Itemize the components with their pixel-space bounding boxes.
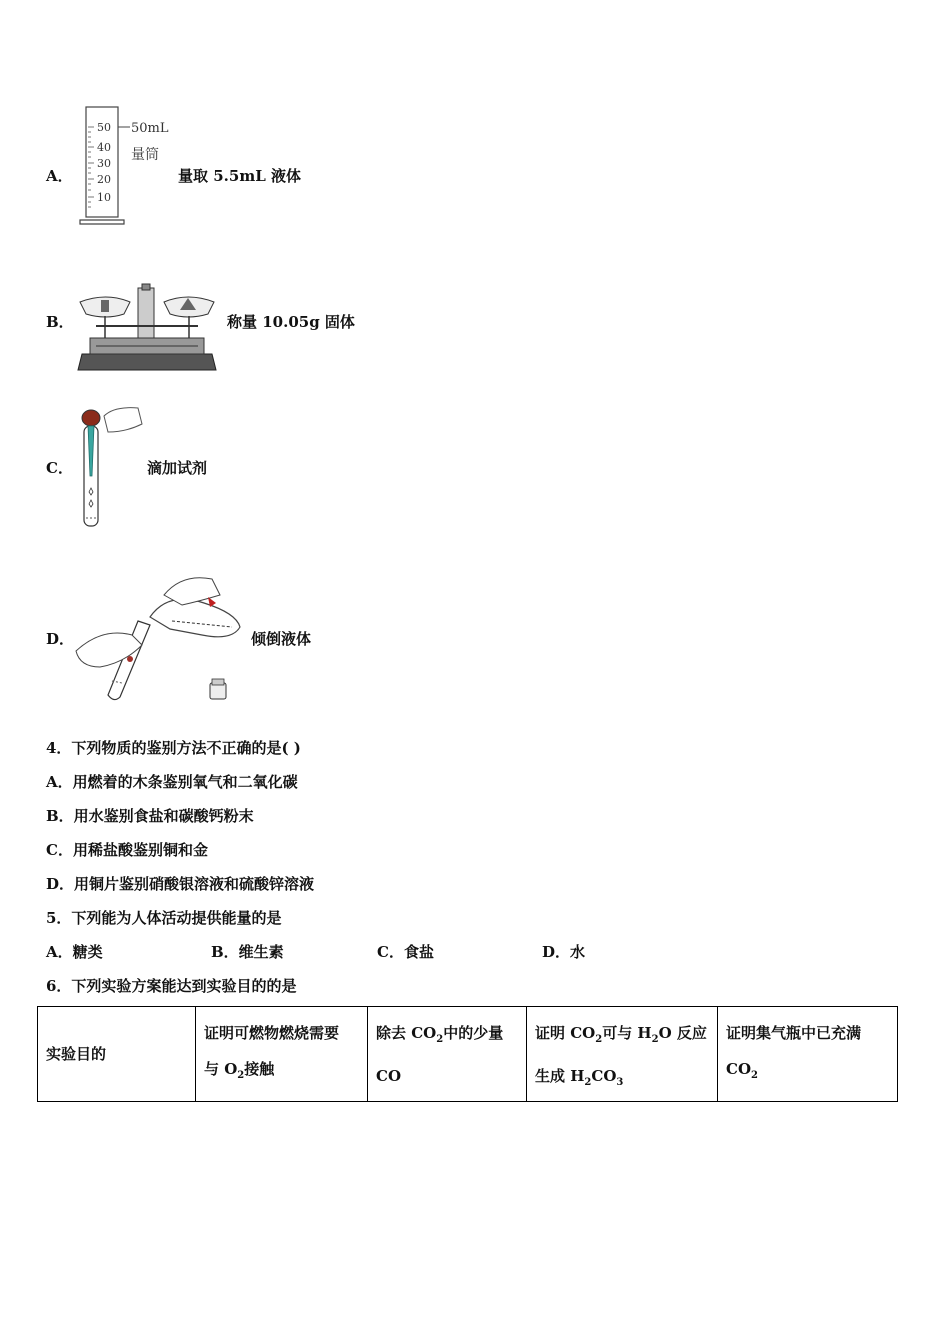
table-cell-2: 除去 $CO_2$中的少量 CO	[368, 1007, 527, 1102]
q4-stem: 4．下列物质的鉴别方法不正确的是( )	[46, 739, 301, 757]
q6-stem: 6．下列实验方案能达到实验目的的是	[46, 977, 297, 995]
option-a-caption: 量取 5.5mL 液体	[178, 167, 301, 185]
cylinder-volume-label: 50mL	[131, 121, 169, 136]
table-cell-1: 证明可燃物燃烧需要 与 $O_2$接触	[196, 1007, 368, 1102]
option-d-letter: D．	[46, 630, 75, 648]
q4-option-d: D．用铜片鉴别硝酸银溶液和硫酸锌溶液	[46, 875, 315, 893]
graduated-cylinder-figure	[78, 102, 178, 226]
option-c-letter: C．	[46, 459, 73, 477]
option-d-caption: 倾倒液体	[251, 630, 312, 648]
option-c-caption: 滴加试剂	[147, 459, 208, 477]
option-a-letter: A．	[46, 167, 73, 185]
cylinder-name-label: 量筒	[131, 147, 159, 163]
q4-option-c: C．用稀盐酸鉴别铜和金	[46, 841, 208, 859]
pouring-figure	[72, 555, 242, 705]
q6-table	[37, 1006, 898, 1102]
table-cell-4: 证明集气瓶中已充满 $CO_2$	[718, 1007, 898, 1102]
option-b-letter: B．	[46, 313, 74, 331]
scale-label-50: 50	[97, 121, 111, 134]
q5-option-b: B．维生素	[211, 943, 284, 961]
q4-option-b: B．用水鉴别食盐和碳酸钙粉末	[46, 807, 254, 825]
scale-label-10: 10	[97, 191, 111, 204]
option-b-caption: 称量 10.05g 固体	[227, 313, 355, 331]
balance-figure	[76, 282, 218, 376]
scale-label-20: 20	[97, 173, 111, 186]
dropper-figure	[78, 402, 144, 532]
q5-stem: 5．下列能为人体活动提供能量的是	[46, 909, 282, 927]
scale-label-30: 30	[97, 157, 111, 170]
q4-option-a: A．用燃着的木条鉴别氧气和二氧化碳	[46, 773, 298, 791]
table-cell-3: 证明 $CO_2$可与 $H_2O$ 反应 生成 $H_2CO_3$	[527, 1007, 718, 1102]
table-row	[38, 1007, 898, 1102]
q5-option-a: A．糖类	[46, 943, 103, 961]
q5-option-d: D．水	[542, 943, 586, 961]
q5-option-c: C．食盐	[377, 943, 434, 961]
scale-label-40: 40	[97, 141, 111, 154]
table-header-cell: 实验目的	[38, 1007, 196, 1102]
